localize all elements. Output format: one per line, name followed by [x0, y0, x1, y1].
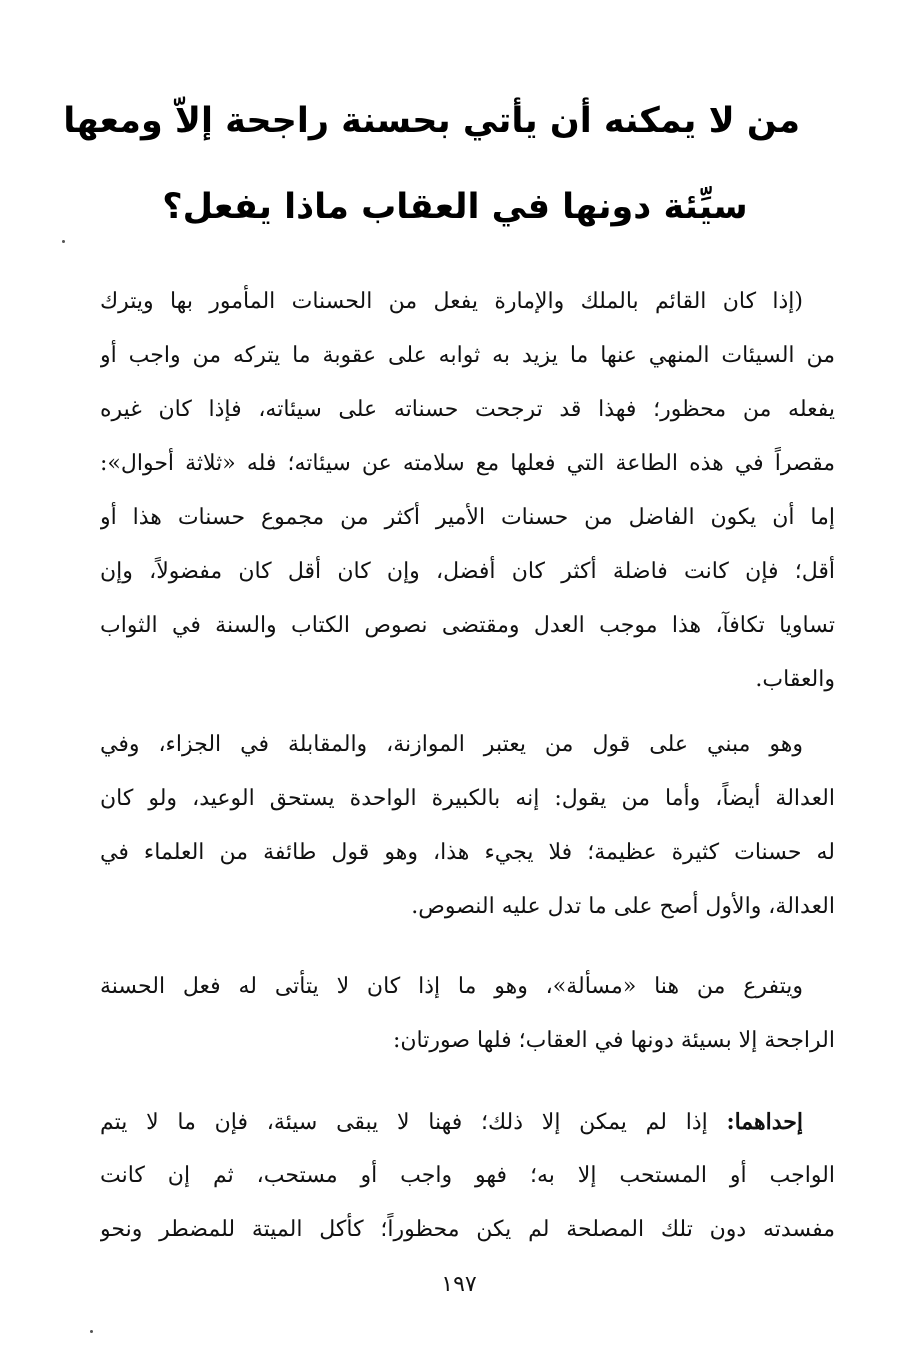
chapter-title-line-1: من لا يمكنه أن يأتي بحسنة راجحة إلاّ ومعها — [63, 101, 800, 141]
paragraph-1 — [100, 275, 835, 707]
paragraph-1-line-1: (إذا كان القائم بالملك والإمارة يفعل من الحسنات المأمور بها ويترك — [100, 289, 803, 314]
paragraph-4-line-1 — [100, 1095, 835, 1149]
scan-speck — [62, 240, 65, 243]
paragraph-3-line-2: الراجحة إلا بسيئة دونها في العقاب؛ فلها صورتان: — [392, 1028, 835, 1053]
paragraph-2 — [100, 718, 835, 934]
paragraph-4-line-2: الواجب أو المستحب إلا به؛ فهو واجب أو مستحب، ثم إن كانت — [100, 1163, 835, 1188]
paragraph-1-line-2: من السيئات المنهي عنها ما يزيد به ثوابه على عقوبة ما يتركه من واجب أو — [100, 343, 835, 368]
paragraph-4-lead: إحداهما: — [726, 1109, 803, 1135]
paragraph-1-line-4: مقصراً في هذه الطاعة التي فعلها مع سلامته عن سيئاته؛ فله «ثلاثة أحوال»: — [100, 451, 835, 476]
chapter-title-line-2: سيِّئة دونها في العقاب ماذا يفعل؟ — [162, 187, 748, 227]
paragraph-3 — [100, 960, 835, 1068]
paragraph-2-line-2: العدالة أيضاً، وأما من يقول: إنه بالكبيرة الواحدة يستحق الوعيد، ولو كان — [100, 786, 835, 811]
paragraph-4 — [100, 1095, 835, 1257]
paragraph-1-line-3: يفعله من محظور؛ فهذا قد ترجحت حسناته على سيئاته، فإذا كان غيره — [100, 397, 835, 422]
paragraph-1-line-8: والعقاب. — [755, 667, 835, 692]
paragraph-1-line-6: أقل؛ فإن كانت فاضلة أكثر كان أفضل، وإن كان أقل كان مفضولاً، وإن — [100, 559, 835, 584]
paragraph-3-line-1: ويتفرع من هنا «مسألة»، وهو ما إذا كان لا يتأتى له فعل الحسنة — [100, 974, 803, 999]
paragraph-1-line-7: تساويا تكافآ، هذا موجب العدل ومقتضى نصوص الكتاب والسنة في الثواب — [100, 613, 835, 638]
paragraph-2-line-3: له حسنات كثيرة عظيمة؛ فلا يجيء هذا، وهو قول طائفة من العلماء في — [100, 840, 835, 865]
paragraph-2-line-4: العدالة، والأول أصح على ما تدل عليه النصوص. — [411, 894, 835, 919]
scan-speck — [90, 1330, 93, 1333]
paragraph-2-line-1: وهو مبني على قول من يعتبر الموازنة، والمقابلة في الجزاء، وفي — [100, 732, 803, 757]
paragraph-4-line-3: مفسدته دون تلك المصلحة لم يكن محظوراً؛ كأكل الميتة للمضطر ونحو — [100, 1217, 835, 1242]
paragraph-4-line-1-rest: إذا لم يمكن إلا ذلك؛ فهنا لا يبقى سيئة، فإن ما لا يتم — [100, 1110, 727, 1135]
paragraph-1-line-5: إما أن يكون الفاضل من حسنات الأمير أكثر من مجموع حسنات هذا أو — [100, 505, 835, 530]
page-number: ١٩٧ — [441, 1272, 477, 1297]
